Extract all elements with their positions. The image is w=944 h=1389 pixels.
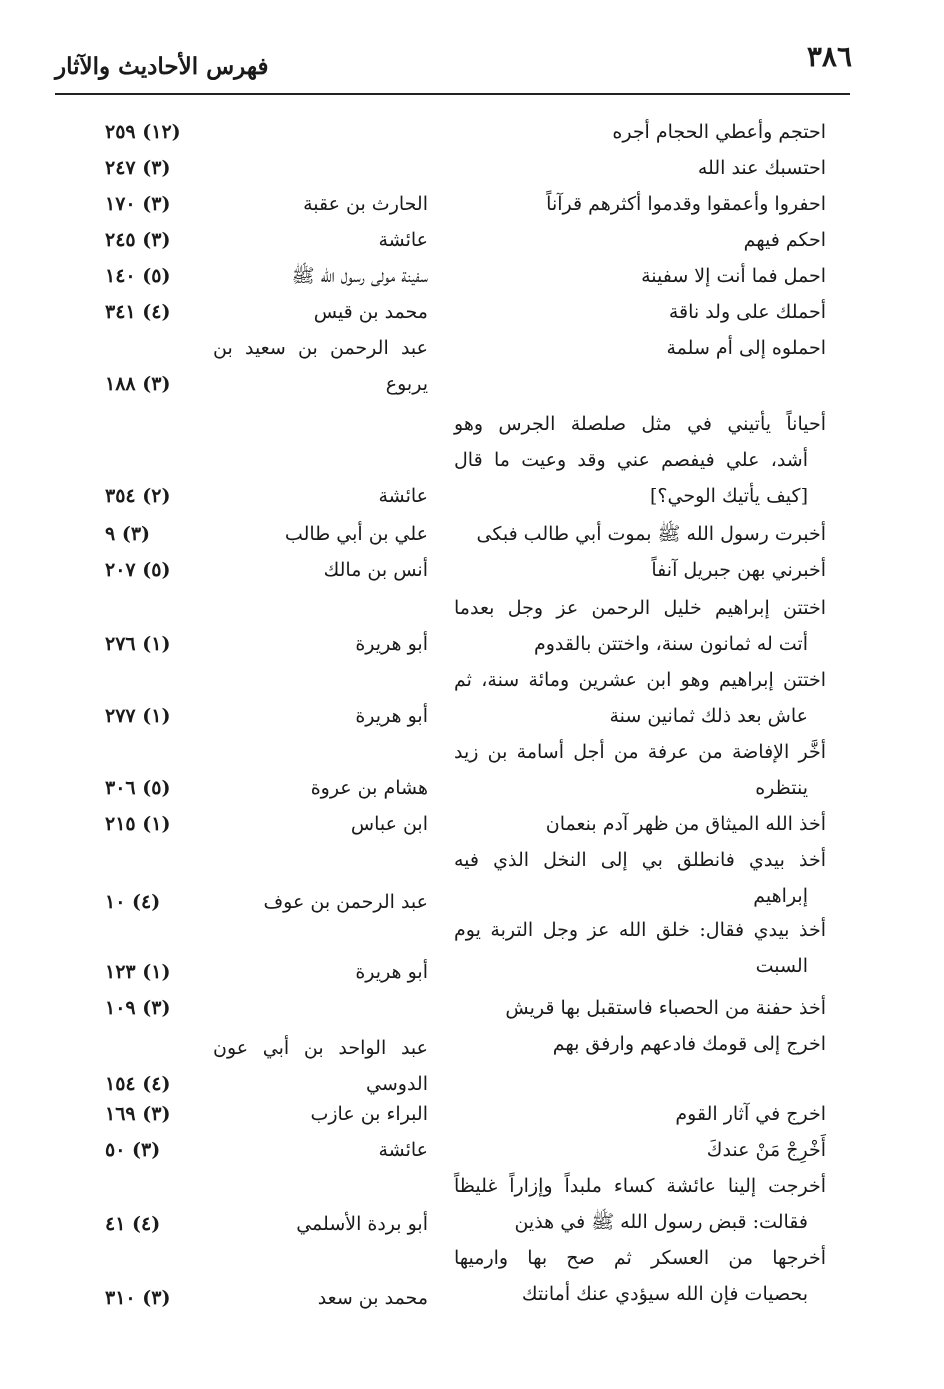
reference: (٢) ٣٥٤ xyxy=(105,485,171,507)
narrator xyxy=(213,626,428,662)
narrator xyxy=(213,222,428,258)
hadith-text xyxy=(454,222,826,258)
narrator xyxy=(213,954,428,990)
hadith-text-line: عاش بعد ذلك ثمانين سنة xyxy=(609,705,808,727)
reference: (٥) ٣٠٦ xyxy=(105,777,171,799)
narrator xyxy=(213,698,428,734)
narrator xyxy=(213,478,428,514)
narrator-line: عائشة xyxy=(378,485,428,507)
narrator-line: يربوع xyxy=(385,373,428,395)
hadith-text xyxy=(454,1240,826,1312)
reference: (٣) ١٦٩ xyxy=(105,1103,171,1125)
reference: (٣) ٢٤٧ xyxy=(105,157,171,179)
hadith-text-line: ينتظره xyxy=(755,777,808,799)
hadith-text-line: احفروا وأعمقوا وقدموا أكثرهم قرآناً xyxy=(546,193,826,215)
narrator xyxy=(213,330,428,402)
hadith-text xyxy=(454,912,826,984)
hadith-text-line: فقالت: قبض رسول الله ﷺ في هذين xyxy=(514,1211,808,1233)
hadith-text-line: أخرجت إلينا عائشة كساء ملبداً وإزاراً غليظاً xyxy=(454,1175,826,1197)
narrator xyxy=(213,1132,428,1168)
narrator-line: البراء بن عازب xyxy=(310,1103,428,1125)
hadith-text xyxy=(454,294,826,330)
hadith-text-line: أخبرني بهن جبريل آنفاً xyxy=(651,559,826,581)
reference: (٣) ٢٤٥ xyxy=(105,229,171,251)
hadith-text-line: أحياناً يأتيني في مثل صلصلة الجرس وهو xyxy=(454,413,826,435)
hadith-text xyxy=(454,258,826,294)
reference: (٣) ١٨٨ xyxy=(105,373,171,395)
narrator xyxy=(213,884,428,920)
hadith-text-line: احمل فما أنت إلا سفينة xyxy=(641,265,826,287)
hadith-text xyxy=(454,990,826,1026)
narrator-line: هشام بن عروة xyxy=(310,777,428,799)
hadith-text-line: إبراهيم xyxy=(753,885,808,907)
narrator xyxy=(213,1280,428,1316)
hadith-text-line: احتسبك عند الله xyxy=(697,157,826,179)
hadith-text-line: اخرج إلى قومك فادعهم وارفق بهم xyxy=(552,1033,826,1055)
hadith-text-line: السبت xyxy=(755,955,808,977)
hadith-text xyxy=(454,662,826,734)
hadith-text xyxy=(454,842,826,914)
hadith-text-line: احكم فيهم xyxy=(743,229,826,251)
narrator-line: أبو هريرة xyxy=(355,705,428,727)
narrator xyxy=(213,186,428,222)
hadith-text-line: [كيف يأتيك الوحي؟] xyxy=(649,485,808,507)
reference: (٣) ١٠٩ xyxy=(105,997,171,1019)
hadith-text xyxy=(454,406,826,514)
narrator xyxy=(213,552,428,588)
hadith-text xyxy=(454,552,826,588)
reference: (٤) ٣٤١ xyxy=(105,301,171,323)
narrator-line: أبو هريرة xyxy=(355,633,428,655)
narrator xyxy=(213,1206,428,1242)
hadith-text xyxy=(454,806,826,842)
reference: (١٢) ٢٥٩ xyxy=(105,121,181,143)
hadith-text-line: بحصيات فإن الله سيؤدي عنك أمانتك xyxy=(521,1283,808,1305)
reference: (١) ٢٧٧ xyxy=(105,705,171,727)
hadith-text-line: احتجم وأعطي الحجام أجره xyxy=(612,121,826,143)
hadith-text xyxy=(454,330,826,366)
reference: (٤) ٤١ xyxy=(105,1213,161,1235)
narrator-line: أبو هريرة xyxy=(355,961,428,983)
hadith-text-line: أَخْرِجْ مَنْ عندكَ xyxy=(706,1139,826,1161)
reference: (١) ١٢٣ xyxy=(105,961,171,983)
hadith-text-line: أخذ الله الميثاق من ظهر آدم بنعمان xyxy=(545,813,826,835)
narrator-line: عبد الرحمن بن عوف xyxy=(263,891,428,913)
reference: (٥) ١٤٠ xyxy=(105,265,171,287)
narrator-line: الدوسي xyxy=(366,1073,428,1095)
hadith-text-line: أحملك على ولد ناقة xyxy=(668,301,826,323)
hadith-text-line: أخبرت رسول الله ﷺ بموت أبي طالب فبكى xyxy=(476,523,826,545)
hadith-text xyxy=(454,590,826,662)
hadith-text-line: احملوه إلى أم سلمة xyxy=(666,337,826,359)
narrator-line: عائشة xyxy=(378,229,428,251)
narrator-line: محمد بن قيس xyxy=(313,301,428,323)
hadith-text xyxy=(454,1026,826,1062)
hadith-text xyxy=(454,1132,826,1168)
running-title: فهرس الأحاديث والآثار xyxy=(55,53,269,80)
hadith-text-line: اختتن إبراهيم خليل الرحمن عز وجل بعدما xyxy=(454,597,826,619)
reference: (١) ٢٧٦ xyxy=(105,633,171,655)
narrator-line: عبد الرحمن بن سعيد بن xyxy=(213,337,428,359)
narrator xyxy=(213,1030,428,1102)
reference: (٥) ٢٠٧ xyxy=(105,559,171,581)
narrator xyxy=(213,806,428,842)
narrator xyxy=(213,1096,428,1132)
reference: (٣) ١٧٠ xyxy=(105,193,171,215)
hadith-text xyxy=(454,1096,826,1132)
reference: (١) ٢١٥ xyxy=(105,813,171,835)
reference: (٣) ٣١٠ xyxy=(105,1287,171,1309)
narrator-line: محمد بن سعد xyxy=(317,1287,428,1309)
reference: (٤) ١٥٤ xyxy=(105,1073,171,1095)
narrator xyxy=(213,516,428,552)
reference: (٣) ٥٠ xyxy=(105,1139,161,1161)
narrator-line: الحارث بن عقبة xyxy=(303,193,428,215)
narrator-line: أنس بن مالك xyxy=(323,559,428,581)
hadith-text-line: أتت له ثمانون سنة، واختتن بالقدوم xyxy=(533,633,808,655)
page-number: ٣٨٦ xyxy=(806,40,852,73)
hadith-text-line: أشد، علي فيفصم عني وقد وعيت ما قال xyxy=(454,449,808,471)
hadith-text-line: أخَّر الإفاضة من عرفة من أجل أسامة بن زيد xyxy=(454,741,826,763)
narrator-line: سفينة مولى رسول الله ﷺ xyxy=(291,265,428,287)
hadith-text-line: اختتن إبراهيم وهو ابن عشرين ومائة سنة، ثم xyxy=(454,669,826,691)
hadith-text-line: أخذ بيدي فانطلق بي إلى النخل الذي فيه xyxy=(454,849,826,871)
hadith-text xyxy=(454,1168,826,1240)
reference: (٤) ١٠ xyxy=(105,891,161,913)
hadith-text-line: اخرج في آثار القوم xyxy=(675,1103,826,1125)
hadith-text xyxy=(454,186,826,222)
hadith-text xyxy=(454,150,826,186)
hadith-text-line: أخرجها من العسكر ثم صح بها وارميها xyxy=(454,1247,826,1269)
hadith-text xyxy=(454,734,826,806)
narrator-line: عبد الواحد بن أبي عون xyxy=(213,1037,428,1059)
narrator-line: علي بن أبي طالب xyxy=(284,523,428,545)
hadith-text xyxy=(454,114,826,150)
hadith-text-line: أخذ حفنة من الحصباء فاستقبل بها قريش xyxy=(505,997,826,1019)
reference: (٣) ٩ xyxy=(105,523,151,545)
narrator xyxy=(213,258,428,294)
narrator-line: ابن عباس xyxy=(350,813,428,835)
narrator xyxy=(213,294,428,330)
hadith-text-line: أخذ بيدي فقال: خلق الله عز وجل التربة يوم xyxy=(454,919,826,941)
narrator-line: أبو بردة الأسلمي xyxy=(296,1213,428,1235)
narrator-line: عائشة xyxy=(378,1139,428,1161)
hadith-text xyxy=(454,516,826,552)
narrator xyxy=(213,770,428,806)
